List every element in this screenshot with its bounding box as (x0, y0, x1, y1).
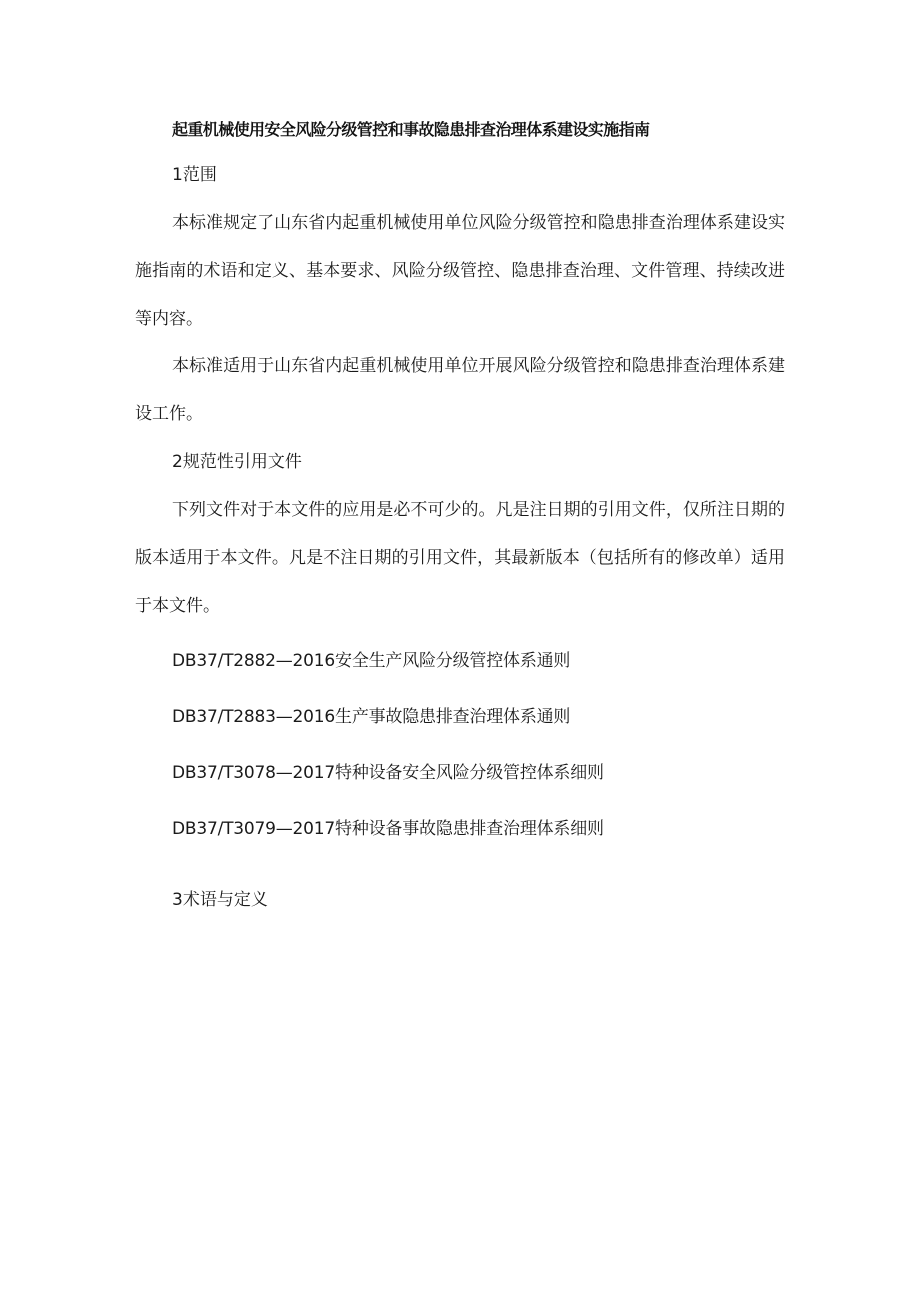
section-heading-terms-definitions: 3术语与定义 (172, 890, 268, 910)
section-heading-scope: 1范围 (172, 165, 217, 185)
section-heading-normative-references: 2规范性引用文件 (172, 452, 302, 472)
reference-item: DB37/T2882—2016安全生产风险分级管控体系通则 (172, 651, 571, 671)
reference-item: DB37/T3079—2017特种设备事故隐患排查治理体系细则 (172, 819, 604, 839)
scope-paragraph-1: 本标准规定了山东省内起重机械使用单位风险分级管控和隐患排查治理体系建设实施指南的术语和定义、基本要求、风险分级管控、隐患排查治理、文件管理、持续改进等内容。 (135, 213, 785, 329)
reference-item: DB37/T3078—2017特种设备安全风险分级管控体系细则 (172, 763, 604, 783)
references-paragraph: 下列文件对于本文件的应用是必不可少的。凡是注日期的引用文件，仅所注日期的版本适用于本文件。凡是不注日期的引用文件，其最新版本（包括所有的修改单）适用于本文件。 (135, 500, 785, 616)
reference-item: DB37/T2883—2016生产事故隐患排查治理体系通则 (172, 707, 571, 727)
scope-paragraph-2: 本标准适用于山东省内起重机械使用单位开展风险分级管控和隐患排查治理体系建设工作。 (135, 356, 785, 424)
document-title: 起重机械使用安全风险分级管控和事故隐患排查治理体系建设实施指南 (172, 120, 650, 139)
